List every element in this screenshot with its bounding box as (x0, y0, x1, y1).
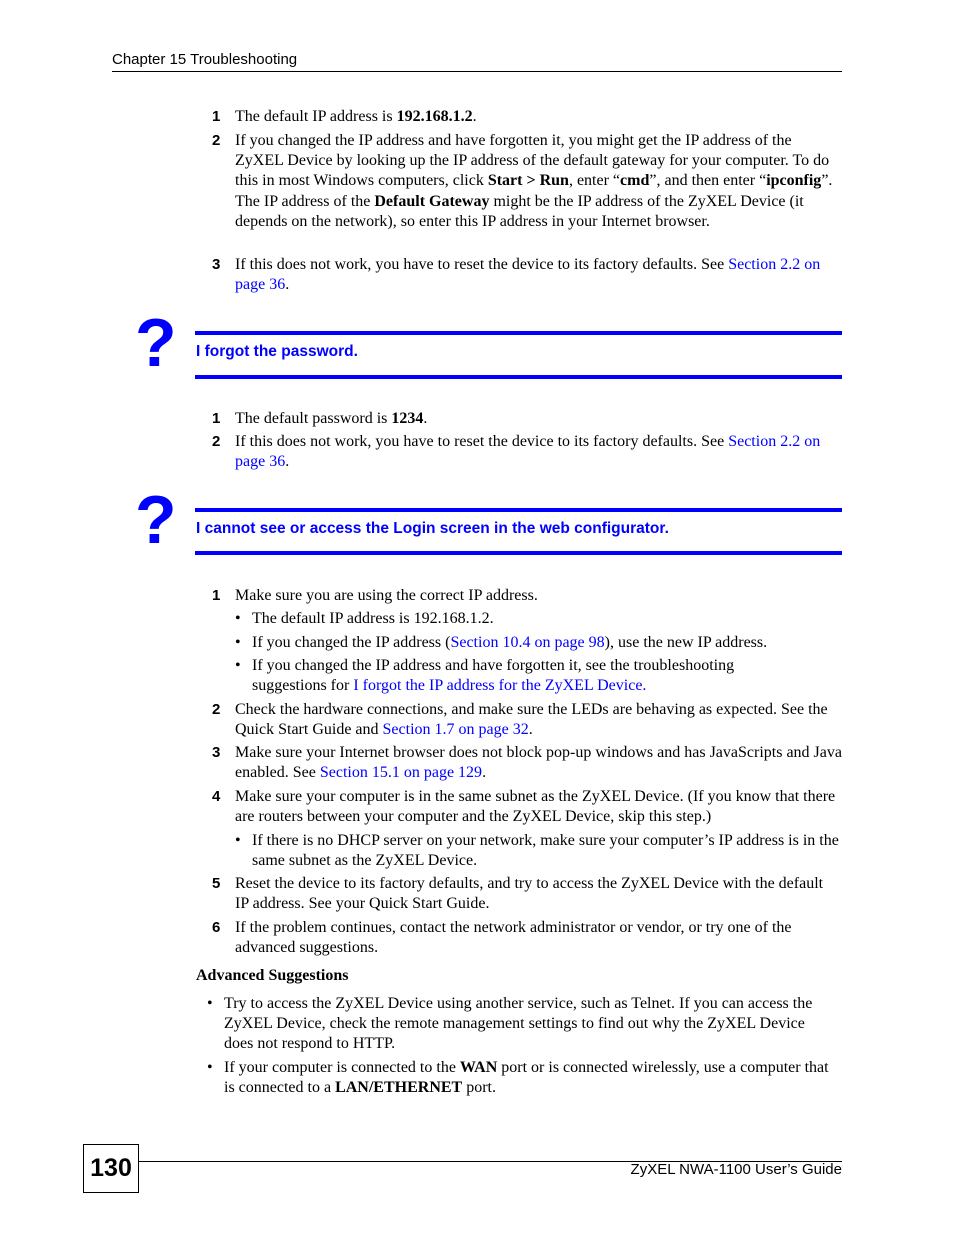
question-title-login: I cannot see or access the Login screen in the web configurator. (196, 520, 669, 537)
question-mark-icon: ? (135, 305, 177, 381)
section-10-4-link[interactable]: Section 10.4 on page 98 (450, 634, 605, 651)
login-step-1-bullet-2: If you changed the IP address (Section 10.4 on page 98), use the new IP address. (252, 634, 768, 651)
password-step-1: The default password is 1234. (235, 410, 428, 427)
bullet-glyph: • (235, 657, 241, 674)
login-step-1-bullet-3: If you changed the IP address and have forgotten it, see the troubleshooting suggestions for I forgot the IP address for the ZyXEL Device. (252, 657, 735, 695)
login-step-3: Make sure your Internet browser does not block pop-up windows and has JavaScripts and Java enabled. See Section 15.1 on page 129. (235, 744, 842, 782)
login-step-5: Reset the device to its factory defaults, and try to access the ZyXEL Device with the default IP address. See your Quick Start Guide. (235, 875, 824, 913)
section-1-7-link[interactable]: Section 1.7 on page 32 (382, 721, 529, 739)
step-number: 2 (212, 433, 221, 450)
forgot-ip-link[interactable]: I forgot the IP address for the ZyXEL Device. (353, 677, 647, 695)
step-number: 2 (212, 701, 221, 718)
step-number: 2 (212, 132, 221, 149)
bullet-glyph: • (207, 1059, 213, 1076)
bullet-glyph: • (235, 634, 241, 651)
question-bar-top (195, 508, 842, 512)
step-number: 1 (212, 587, 221, 604)
password-step-2: If this does not work, you have to reset the device to its factory defaults. See Section 2.2 on page 36. (235, 433, 821, 471)
step-number: 4 (212, 788, 221, 805)
ip-step-2: If you changed the IP address and have forgotten it, you might get the IP address of the ZyXEL Device by looking up the IP address of the default gateway for your computer. To do this in most Windows computers, click Start > Run, enter “cmd”, and then enter “ipconfig”. The IP address of the Default Gateway might be the IP address of the ZyXEL Device (it depends on the network), so enter this IP address in your Internet browser. (235, 132, 833, 230)
header-rule (112, 71, 842, 72)
login-step-1-bullet-1: The default IP address is 192.168.1.2. (252, 610, 494, 627)
login-step-4: Make sure your computer is in the same subnet as the ZyXEL Device. (If you know that there are routers between your computer and the ZyXEL Device, skip this step.) (235, 788, 836, 826)
bullet-glyph: • (207, 995, 213, 1012)
step-number: 6 (212, 919, 221, 936)
step-number: 5 (212, 875, 221, 892)
section-2-2-link[interactable]: Section 2.2 on page 36 (235, 433, 821, 471)
bullet-glyph: • (235, 610, 241, 627)
section-2-2-link[interactable]: Section 2.2 on page 36 (235, 256, 821, 294)
advanced-bullet-1: Try to access the ZyXEL Device using another service, such as Telnet. If you can access the ZyXEL Device, check the remote management settings to find out why the ZyXEL Device does not respond to HTTP. (224, 995, 813, 1053)
ip-step-3: If this does not work, you have to reset the device to its factory defaults. See Section 2.2 on page 36. (235, 256, 821, 294)
step-number: 1 (212, 410, 221, 427)
running-header: Chapter 15 Troubleshooting (112, 51, 298, 68)
ip-step-1: The default IP address is 192.168.1.2. (235, 108, 477, 125)
step-number: 1 (212, 108, 221, 125)
step-number: 3 (212, 256, 221, 273)
question-mark-icon: ? (135, 482, 177, 558)
advanced-bullet-2: If your computer is connected to the WAN port or is connected wirelessly, use a computer that is connected to a LAN/ETHERNET port. (224, 1059, 829, 1097)
question-title-password: I forgot the password. (196, 343, 358, 360)
bullet-glyph: • (235, 832, 241, 849)
step-number: 3 (212, 744, 221, 761)
login-step-6: If the problem continues, contact the network administrator or vendor, or try one of the advanced suggestions. (235, 919, 792, 957)
page-number: 130 (83, 1144, 139, 1193)
section-15-1-link[interactable]: Section 15.1 on page 129 (319, 764, 483, 782)
login-step-4-bullet: If there is no DHCP server on your network, make sure your computer’s IP address is in the same subnet as the ZyXEL Device. (252, 832, 839, 870)
question-bar-top (195, 331, 842, 335)
login-step-2: Check the hardware connections, and make sure the LEDs are behaving as expected. See the Quick Start Guide and Section 1.7 on page 32. (235, 701, 828, 739)
guide-title: ZyXEL NWA-1100 User’s Guide (630, 1161, 842, 1178)
question-bar-bottom (195, 551, 842, 555)
login-step-1: Make sure you are using the correct IP address. (235, 587, 538, 604)
question-bar-bottom (195, 375, 842, 379)
advanced-suggestions-heading: Advanced Suggestions (196, 967, 349, 984)
